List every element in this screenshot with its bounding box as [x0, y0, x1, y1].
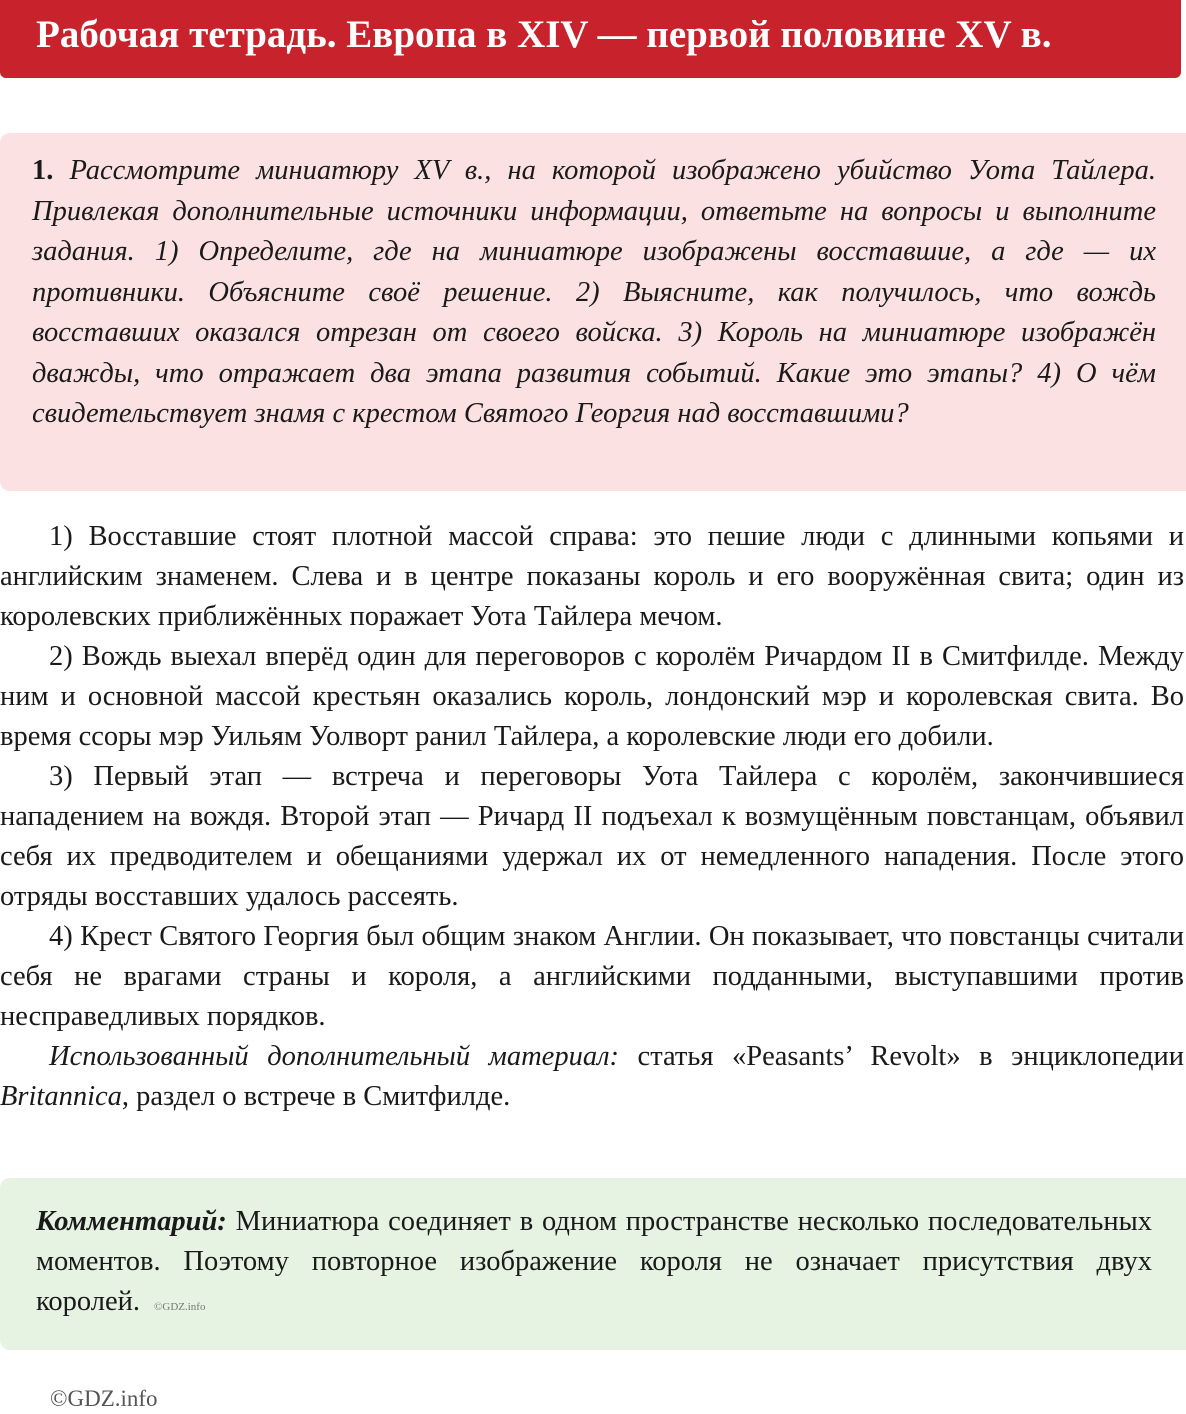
answer-paragraph-1: 1) Восставшие стоят плотной массой справа: это пешие люди с длинными копьями и английским знаменем. Слева и в центре показаны король и его вооружённая свита; один из королевских приближённых поражает Уота Тайлера мечом. [0, 521, 1184, 632]
source-title: Britannica [0, 1081, 122, 1112]
comment [36, 1202, 1152, 1327]
source-text-before: статья «Peasants’ Revolt» в энциклопедии [619, 1041, 1184, 1072]
task-statement [32, 151, 1156, 435]
source-paragraph [0, 1037, 1184, 1117]
task-text: Рассмотрите миниатюру XV в., на которой изображено убийство Уота Тайлера. Привлекая дополнительные источники информации, ответьте на вопросы и выполните задания. 1) Определите, где на миниатюре изображены восставшие, а где — их противники. Объясните своё решение. 2) Выясните, как получилось, что вождь восставших оказался отрезан от своего войска. 3) Король на миниатюре изображён дважды, что отражает два этапа развития событий. Какие это этапы? 4) О чём свидетельствует знамя с крестом Святого Георгия над восставшими? [32, 155, 1157, 429]
answer-paragraph-3: 3) Первый этап — встреча и переговоры Уота Тайлера с королём, закончившиеся нападением на вождя. Второй этап — Ричард II подъехал к возмущённым повстанцам, объявил себя их предводителем и обещаниями удержал их от немедленного нападения. После этого отряды восставших удалось рассеять. [0, 761, 1184, 912]
answer-paragraph-4: 4) Крест Святого Георгия был общим знаком Англии. Он показывает, что повстанцы считали себя не врагами страны и короля, а английскими подданными, выступавшими против несправедливых порядков. [0, 921, 1184, 1032]
page-title: Рабочая тетрадь. Европа в XIV — первой половине XV в. [36, 13, 1052, 56]
page-header [0, 0, 1181, 78]
comment-body: Миниатюра соединяет в одном пространстве несколько последовательных моментов. Поэтому повторное изображение короля не означает присутствия двух королей. [36, 1206, 1152, 1317]
footer-copyright: ©GDZ.info [50, 1386, 158, 1411]
comment-label: Комментарий: [36, 1206, 227, 1237]
source-label: Использованный дополнительный материал: [49, 1041, 619, 1072]
source-text-after: , раздел о встрече в Смитфилде. [121, 1081, 511, 1112]
task-number: 1. [32, 155, 54, 186]
answer-paragraph-2: 2) Вождь выехал вперёд один для переговоров с королём Ричардом II в Смитфилде. Между ним и основной массой крестьян оказались король, лондонский мэр и королевская свита. Во время ссоры мэр Уильям Уолворт ранил Тайлера, а королевские люди его добили. [0, 641, 1184, 752]
comment-watermark: ©GDZ.info [154, 1301, 206, 1313]
answer-section [0, 517, 1184, 1117]
